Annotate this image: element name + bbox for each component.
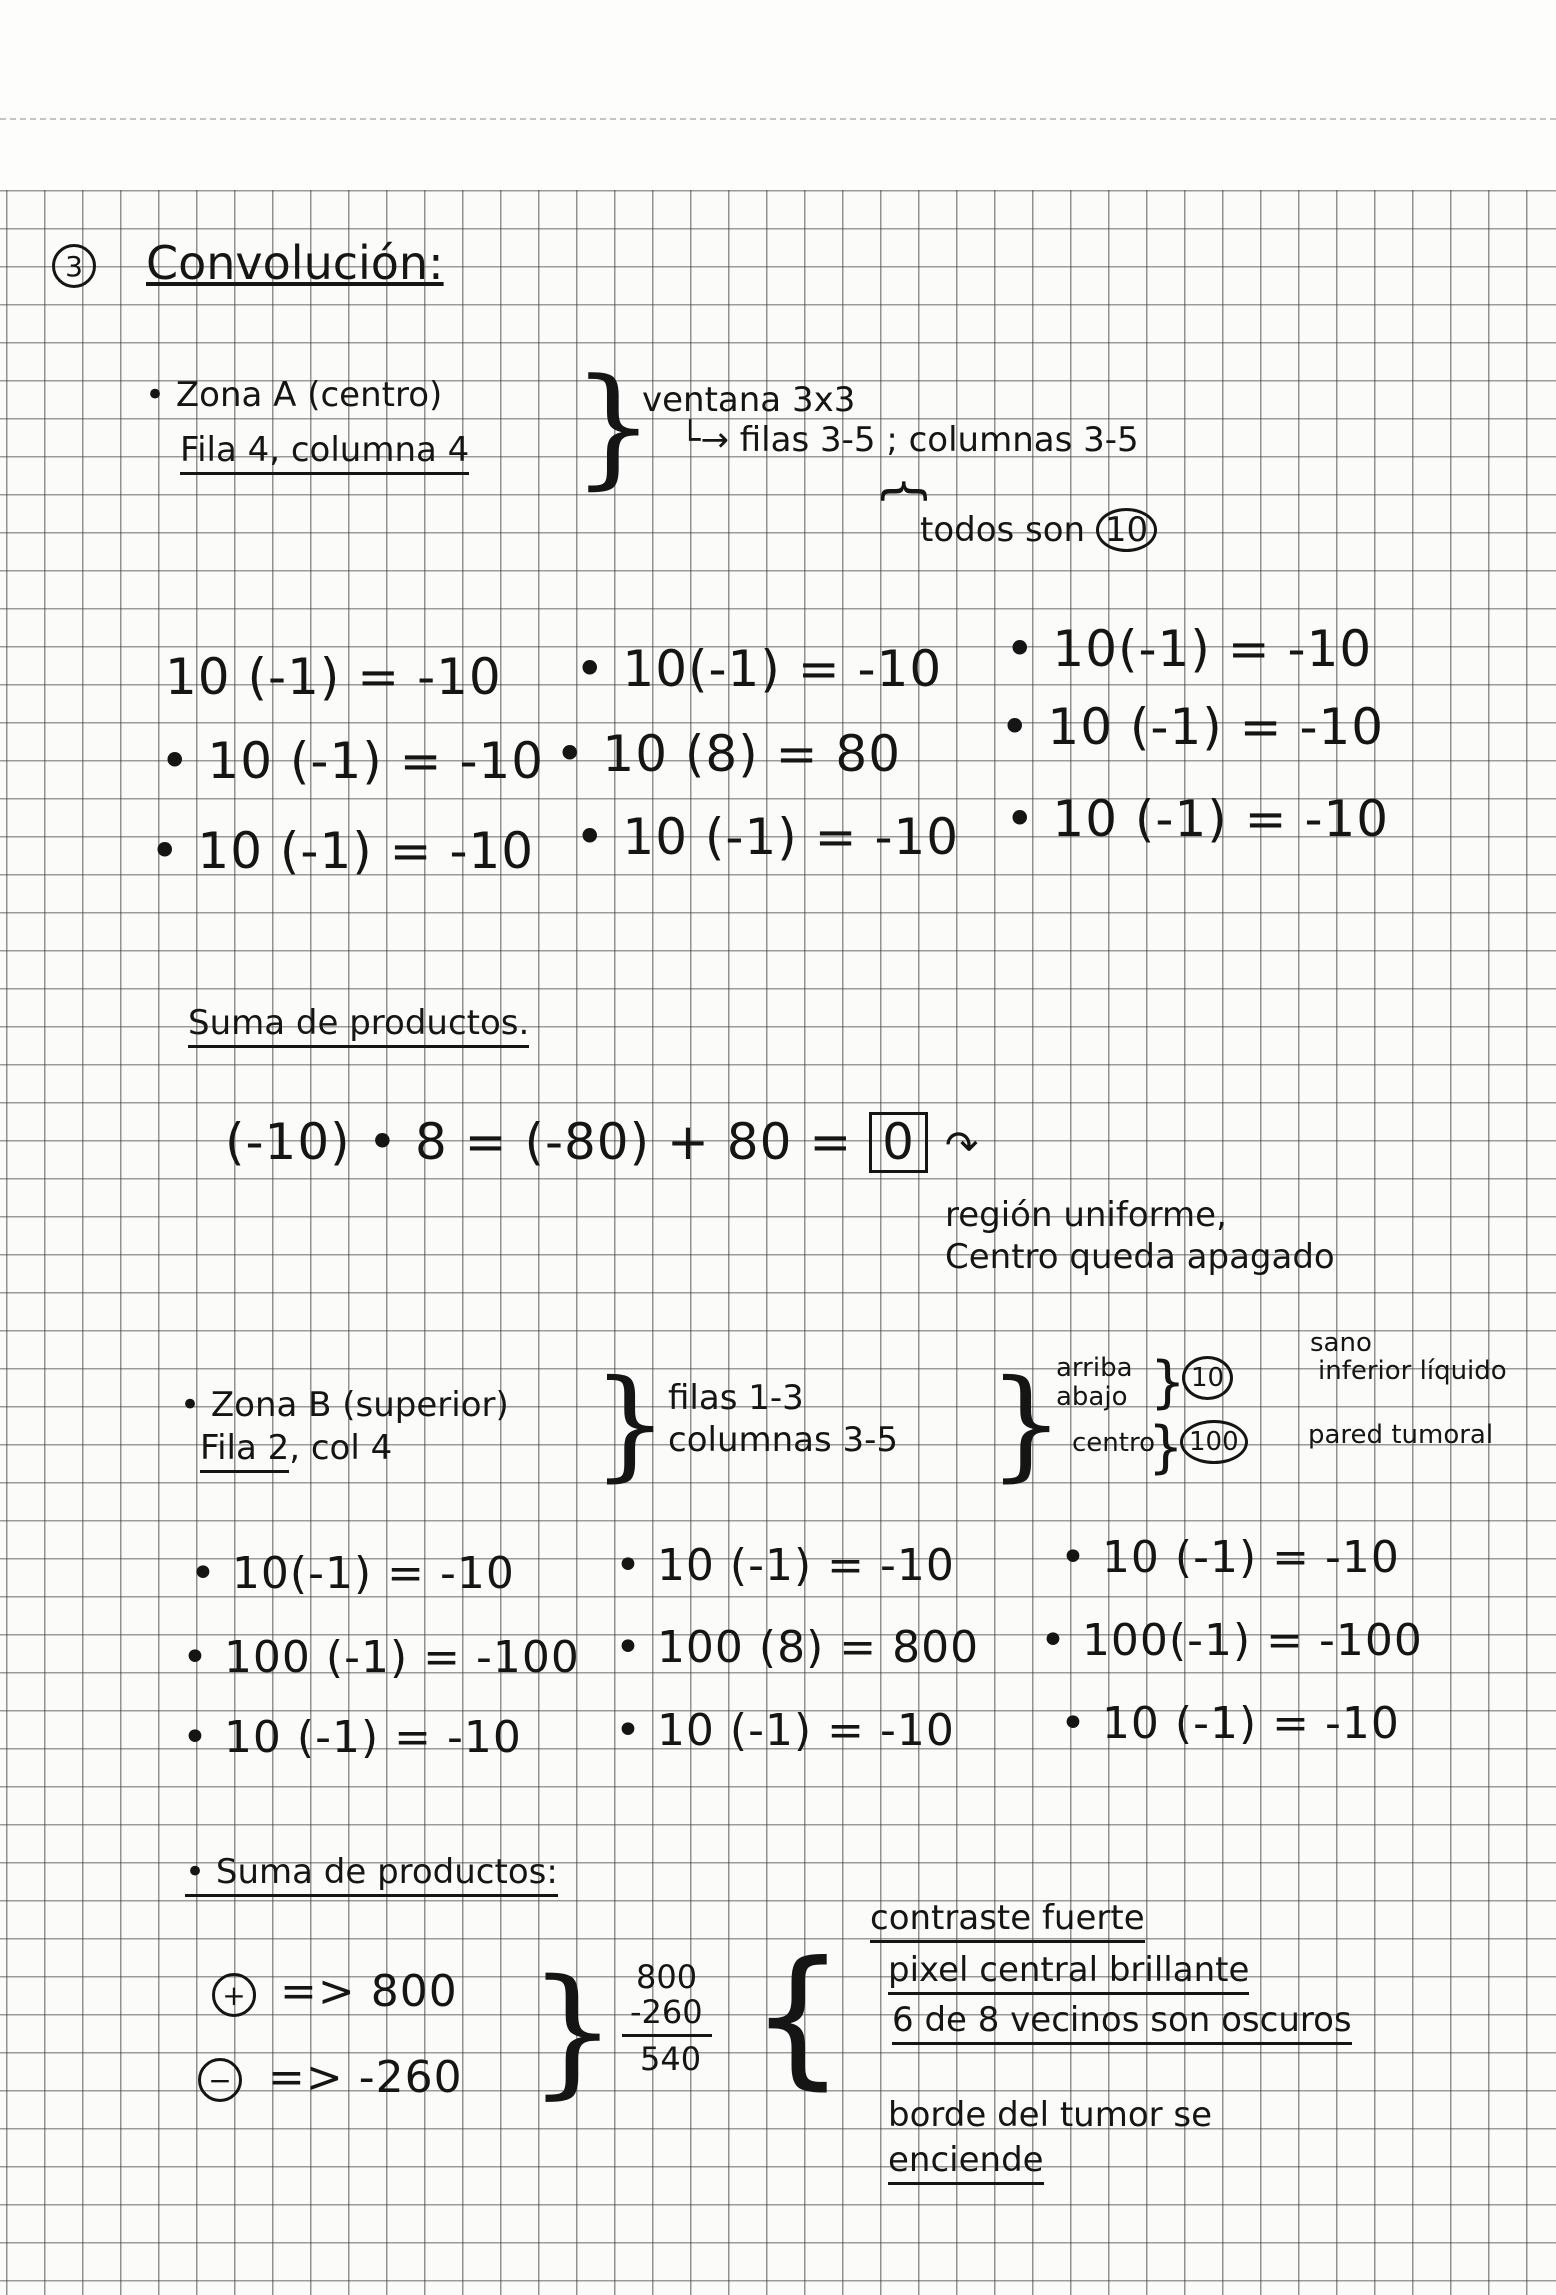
zone-b-note: enciende (888, 2140, 1044, 2185)
section-number: 3 (52, 244, 96, 288)
zone-a-sum-result: 0 (869, 1112, 928, 1173)
zone-a-sum-equation: (-10) • 8 = (-80) + 80 = (225, 1113, 853, 1171)
zone-a-conclusion-1: región uniforme, (945, 1195, 1227, 1235)
zone-a-conclusion-2: Centro queda apagado (945, 1237, 1335, 1277)
minus-circle-icon: − (198, 2058, 242, 2102)
zone-b-product: • 100 (8) = 800 (615, 1622, 980, 1673)
zone-a-product: 10 (-1) = -10 (165, 648, 502, 706)
zone-b-product: • 10 (-1) = -10 (182, 1712, 522, 1763)
zone-b-product: • 10(-1) = -10 (190, 1548, 515, 1599)
zone-a-product: • 10 (-1) = -10 (1000, 698, 1385, 756)
zone-a-product: • 10(-1) = -10 (1005, 620, 1373, 678)
all-are-text: todos son (920, 510, 1086, 550)
legend-center: centro (1072, 1428, 1155, 1458)
zone-b-note: borde del tumor se (888, 2095, 1213, 2135)
zone-b-product: • 10 (-1) = -10 (615, 1540, 955, 1591)
zone-a-range: └→ filas 3-5 ; columnas 3-5 (680, 420, 1139, 460)
zone-b-brace-2: } (988, 1355, 1065, 1494)
zone-a-underbrace: { (876, 475, 935, 507)
zone-b-product: • 10 (-1) = -10 (615, 1705, 955, 1756)
legend-value-1 (1182, 1356, 1233, 1400)
calc-sub: -260 (630, 1993, 703, 2031)
zone-b-notes-brace: { (750, 1930, 846, 2104)
perforation-line (0, 118, 1556, 120)
legend-circle-100: 100 (1180, 1420, 1248, 1464)
zone-b-rows: filas 1-3 (668, 1378, 804, 1418)
calc-top: 800 (636, 1958, 698, 1996)
zone-a-product: • 10 (-1) = -10 (160, 732, 545, 790)
legend-circle-10: 10 (1182, 1356, 1233, 1400)
legend-bottom: abajo (1056, 1382, 1128, 1412)
all-value-circle: 10 (1096, 508, 1157, 552)
zone-b-note: 6 de 8 vecinos son oscuros (892, 2000, 1352, 2045)
zone-a-heading: • Zona A (centro) (145, 375, 443, 415)
legend-brace-1: } (1150, 1350, 1186, 1415)
zone-b-product: • 10 (-1) = -10 (1060, 1698, 1400, 1749)
legend-desc-2: pared tumoral (1308, 1420, 1494, 1450)
zone-b-note: contraste fuerte (870, 1898, 1145, 1943)
zone-a-window: ventana 3x3 (642, 380, 856, 420)
zone-b-sum-heading: • Suma de productos: (185, 1852, 558, 1897)
calc-result: 540 (640, 2040, 702, 2078)
legend-desc-1a: sano (1310, 1328, 1372, 1358)
zone-a-product: • 10 (-1) = -10 (575, 808, 960, 866)
zone-b-product: • 100 (-1) = -100 (182, 1632, 580, 1683)
zone-b-heading: • Zona B (superior) (180, 1385, 509, 1425)
zone-b-sum-brace: } (528, 1950, 618, 2113)
zone-a-position: Fila 4, columna 4 (180, 430, 469, 475)
legend-desc-1b: inferior líquido (1318, 1356, 1507, 1386)
section-title: Convolución: (146, 236, 444, 290)
zone-b-position (200, 1428, 392, 1468)
legend-value-2 (1180, 1420, 1248, 1464)
zone-a-brace: } (572, 350, 655, 502)
zone-a-sum-heading: Suma de productos. (188, 1003, 529, 1048)
zone-a-product: • 10 (-1) = -10 (150, 822, 535, 880)
zone-a-product: • 10 (-1) = -10 (1005, 790, 1390, 848)
zone-b-product: • 10 (-1) = -10 (1060, 1532, 1400, 1583)
legend-brace-2: } (1148, 1415, 1184, 1480)
zone-b-product: • 100(-1) = -100 (1040, 1615, 1423, 1666)
zone-b-neg-value: => -260 (268, 2052, 463, 2103)
curved-arrow-icon: ↷ (944, 1123, 980, 1169)
page-top-margin (0, 0, 1556, 190)
zone-b-row: Fila 2 (200, 1428, 289, 1473)
legend-top: arriba (1056, 1353, 1133, 1383)
zone-b-cols: columnas 3-5 (668, 1420, 899, 1460)
zone-a-product: • 10(-1) = -10 (575, 640, 943, 698)
zone-b-col: , col 4 (289, 1428, 393, 1468)
zone-b-pos-value: => 800 (280, 1966, 458, 2017)
calc-rule (622, 2034, 712, 2037)
zone-a-product: • 10 (8) = 80 (555, 725, 902, 783)
plus-circle-icon: + (212, 1973, 256, 2017)
zone-a-all-are (920, 508, 1157, 552)
zone-b-note: pixel central brillante (888, 1950, 1249, 1995)
zone-a-sum-line (225, 1112, 979, 1173)
zone-b-brace-1: } (592, 1355, 669, 1494)
